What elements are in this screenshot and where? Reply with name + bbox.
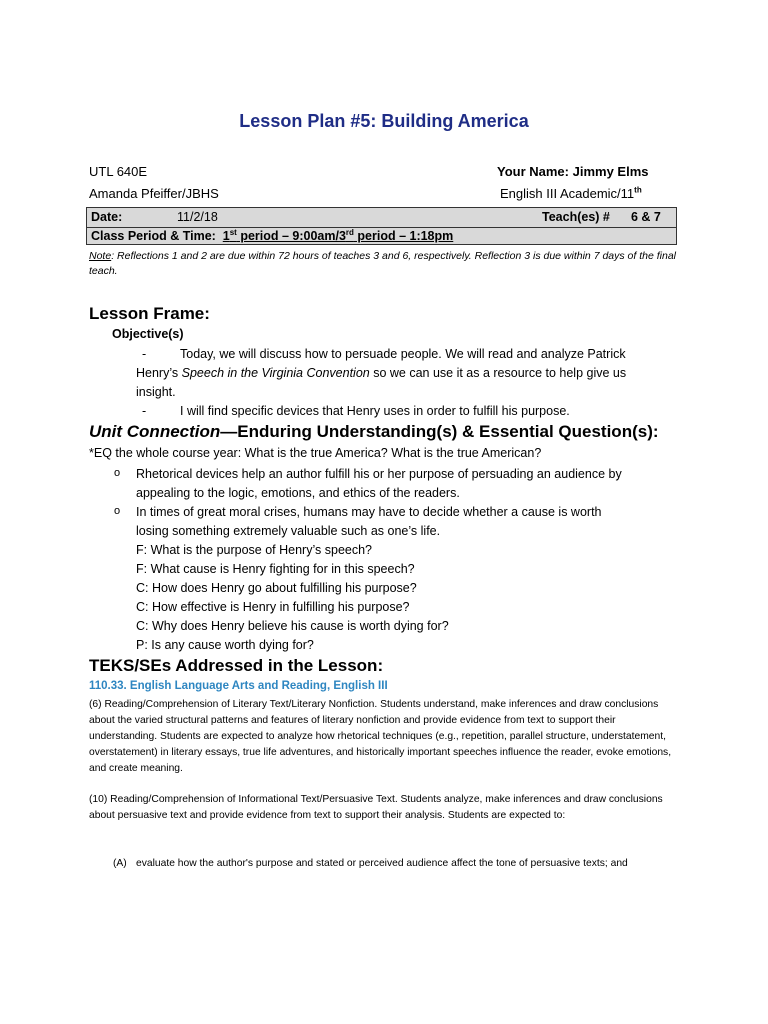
course-code: UTL 640E xyxy=(89,164,148,179)
class-level: English III Academic/11th xyxy=(500,185,642,201)
eu-1-line-b: appealing to the logic, emotions, and ethics of the readers. xyxy=(136,486,460,500)
bullet-1: o xyxy=(114,467,121,479)
objective-1-line-c: insight. xyxy=(136,385,176,399)
eq-line: *EQ the whole course year: What is the true America? What is the true American? xyxy=(89,446,542,460)
teks-10a-text: evaluate how the author's purpose and stated or perceived audience affect the tone of persuasive texts; and xyxy=(136,858,628,869)
eu-1-line-a: Rhetorical devices help an author fulfill his or her purpose of persuading an audience by xyxy=(136,467,622,481)
class-period: Class Period & Time: 1st period – 9:00am/3rd period – 1:18pm xyxy=(91,227,454,243)
dash-2: - xyxy=(142,404,147,418)
teks-6: (6) Reading/Comprehension of Literary Text/Literary Nonfiction. Students understand, make inferences and draw conclusions about the varied structural patterns and features of literary nonfiction and provide evidence from text to support their understanding. Students are expected to analyze how rhetorical techniques (e.g., repetition, parallel structure, understatement, overstatement) in literary essays, true life adventures, and historically important speeches influence the reader, evoke emotions, and create meaning. xyxy=(89,699,672,774)
bullet-2: o xyxy=(114,505,121,517)
unit-connection-heading: Unit Connection—Enduring Understanding(s) & Essential Question(s): xyxy=(89,422,659,441)
teks-10: (10) Reading/Comprehension of Informational Text/Persuasive Text. Students analyze, make inferences and draw conclusions about persuasive text and provide evidence from text to support their analysis. Students are expected to: xyxy=(89,794,663,821)
teks-10a-label: (A) xyxy=(113,858,127,869)
objective-2: I will find specific devices that Henry uses in order to fulfill his purpose. xyxy=(180,404,570,418)
teacher-school: Amanda Pfeiffer/JBHS xyxy=(89,186,219,201)
eu-2-line-a: In times of great moral crises, humans may have to decide whether a cause is worth xyxy=(136,505,602,519)
question-4: C: Why does Henry believe his cause is worth dying for? xyxy=(136,619,449,633)
question-3: C: How effective is Henry in fulfilling his purpose? xyxy=(136,600,410,614)
question-5: P: Is any cause worth dying for? xyxy=(136,638,314,652)
date-period-box xyxy=(86,207,677,245)
question-1: F: What cause is Henry fighting for in this speech? xyxy=(136,562,415,576)
teks-heading: TEKS/SEs Addressed in the Lesson: xyxy=(89,656,384,675)
date-value: 11/2/18 xyxy=(177,210,218,224)
objectives-label: Objective(s) xyxy=(112,327,184,341)
note: Note: Reflections 1 and 2 are due within 72 hours of teaches 3 and 6, respectively. Reflection 3 is due within 7 days of the final teach. xyxy=(89,250,676,277)
objective-1-line-a: Today, we will discuss how to persuade people. We will read and analyze Patrick xyxy=(180,347,626,361)
student-name: Your Name: Jimmy Elms xyxy=(497,164,649,179)
question-2: C: How does Henry go about fulfilling his purpose? xyxy=(136,581,417,595)
date-label: Date: xyxy=(91,210,123,224)
page-title: Lesson Plan #5: Building America xyxy=(239,111,529,131)
lesson-frame-heading: Lesson Frame: xyxy=(89,304,210,323)
question-0: F: What is the purpose of Henry’s speech? xyxy=(136,543,372,557)
teach-value: 6 & 7 xyxy=(631,210,661,224)
objective-1-line-b: Henry’s Speech in the Virginia Convention so we can use it as a resource to help give us xyxy=(136,366,627,380)
eu-2-line-b: losing something extremely valuable such as one’s life. xyxy=(136,524,441,538)
teach-label: Teach(es) # xyxy=(542,210,610,224)
teks-code: 110.33. English Language Arts and Reading, English III xyxy=(89,680,388,692)
dash-1: - xyxy=(142,347,147,361)
